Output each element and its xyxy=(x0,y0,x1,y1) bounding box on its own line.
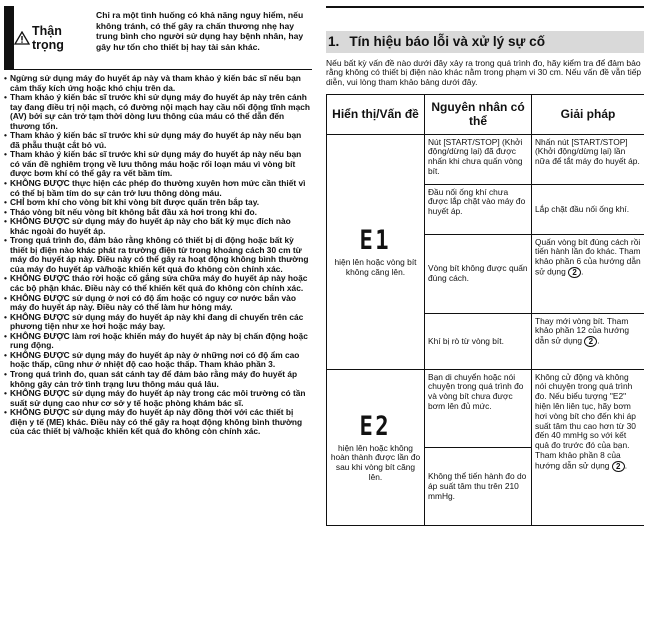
list-item: • Trong quá trình đo, đảm bảo rằng không có thiết bị di động hoặc bất kỳ thiết bị điện nào khác phát ra trường điện từ trong khoảng cách 30 cm từ máy đo huyết áp này. Điều này có thể gây ra hoạt động không bình thường của máy đo huyết áp và/hoặc khiến kết quả đo không còn chính xác. xyxy=(4,236,312,274)
display-label: hiện lên hoặc không hoàn thành được lần đo sau khi vòng bít căng lên. xyxy=(330,442,421,482)
right-column xyxy=(326,6,644,628)
cause-cell: Nút [START/STOP] (Khởi động/dừng lại) đã được nhấn khi chưa quấn vòng bít. xyxy=(425,134,532,184)
section-title: Tín hiệu báo lỗi và xử lý sự cố xyxy=(349,34,546,49)
warning-triangle-icon xyxy=(14,31,30,45)
caution-box xyxy=(4,6,312,70)
safety-bullet-list xyxy=(4,70,312,437)
header-solution: Giải pháp xyxy=(532,94,645,134)
cause-cell: Vòng bít không được quấn đúng cách. xyxy=(425,234,532,313)
cause-cell: Bạn di chuyển hoặc nói chuyện trong quá trình đo và vòng bít chưa được bơm lên đủ mức. xyxy=(425,369,532,447)
caution-heading xyxy=(14,6,92,69)
table-row xyxy=(327,369,645,447)
display-cell-e1 xyxy=(327,134,425,369)
solution-text: Không cử động và không nói chuyện trong quá trình đo. Nếu biểu tượng "E2" hiện lên liên tục, hãy bơm hơi vòng bít cho đến khi áp suất tâm thu cao hơn từ 30 đến 40 mmHg so với kết quả đo trước đó của bạn. Tham khảo phần 8 của hướng dẫn sử dụng xyxy=(535,371,636,471)
header-cause: Nguyên nhân có thể xyxy=(425,94,532,134)
list-item: • KHÔNG ĐƯỢC sử dụng máy đo huyết áp này ở những nơi có độ ẩm cao hoặc thấp, cũng như ở nhiệt độ cao hoặc thấp. Tham khảo phần 3. xyxy=(4,351,312,370)
list-item: • KHÔNG ĐƯỢC sử dụng máy đo huyết áp này đồng thời với các thiết bị điện y tế (ME) khác. Điều này có thể gây ra hoạt động không bình thường của các thiết bị và/hoặc khiến kết quả đo không còn chính xác. xyxy=(4,408,312,437)
list-item: • KHÔNG ĐƯỢC làm rơi hoặc khiến máy đo huyết áp này bị chấn động hoặc rung động. xyxy=(4,332,312,351)
solution-cell: Lắp chặt đầu nối ống khí. xyxy=(532,184,645,234)
section-number: 1. xyxy=(328,34,340,49)
list-item: • KHÔNG ĐƯỢC tháo rời hoặc cố gắng sửa chữa máy đo huyết áp này hoặc các bộ phận khác. Điều này có thể khiến kết quả đo không còn chính xác. xyxy=(4,274,312,293)
display-cell-e2 xyxy=(327,369,425,525)
list-item: • KHÔNG ĐƯỢC sử dụng máy đo huyết áp này trong các môi trường có tần suất sử dụng cao như cơ sở y tế hoặc phòng khám bác sĩ. xyxy=(4,389,312,408)
solution-text: Thay mới vòng bít. Tham khảo phần 12 của hướng dẫn sử dụng xyxy=(535,315,629,346)
troubleshooting-table xyxy=(326,94,644,526)
cause-cell: Đầu nối ống khí chưa được lắp chặt vào máy đo huyết áp. xyxy=(425,184,532,234)
manual-ref-badge: 2 xyxy=(612,461,625,472)
section-intro: Nếu bất kỳ vấn đề nào dưới đây xảy ra trong quá trình đo, hãy kiểm tra để đảm bảo rằng không có thiết bị điện nào khác nằm trong phạm vi 30 cm. Nếu vấn đề vẫn tiếp diễn, vui lòng tham khảo bảng dưới đây. xyxy=(326,57,642,87)
list-item: • KHÔNG ĐƯỢC sử dụng máy đo huyết áp này cho bất kỳ mục đích nào khác ngoài đo huyết áp. xyxy=(4,217,312,236)
top-divider xyxy=(326,6,644,8)
error-code-e1: E1 xyxy=(359,224,392,256)
table-header-row xyxy=(327,94,645,134)
section-heading xyxy=(326,31,644,53)
solution-cell: Không cử động và không nói chuyện trong quá trình đo. Nếu biểu tượng "E2" hiện lên liên tục, hãy bơm hơi vòng bít cho đến khi áp suất tâm thu cao hơn từ 30 đến 40 mmHg so với kết quả đo trước đó của bạn. Tham khảo phần 8 của hướng dẫn sử dụng 2 . xyxy=(532,369,645,525)
list-item: • Tháo vòng bít nếu vòng bít không bắt đầu xả hơi trong khi đo. xyxy=(4,208,312,218)
manual-ref-badge: 2 xyxy=(584,336,597,347)
solution-cell: Quấn vòng bít đúng cách rồi tiến hành lần đo khác. Tham khảo phần 6 của hướng dẫn sử dụng 2 . xyxy=(532,234,645,313)
list-item: • Trong quá trình đo, quan sát cánh tay để đảm bảo rằng máy đo huyết áp không gây cản trở tình trạng lưu thông máu quá lâu. xyxy=(4,370,312,389)
caution-label: Thận trọng xyxy=(32,23,64,52)
solution-cell: Nhấn nút [START/STOP] (Khởi động/dừng lại) lần nữa để tắt máy đo huyết áp. xyxy=(532,134,645,184)
display-label: hiện lên hoặc vòng bít không căng lên. xyxy=(334,256,417,277)
list-item: • Tham khảo ý kiến bác sĩ trước khi sử dụng máy đo huyết áp này nếu bạn đã phẫu thuật cắt bỏ vú. xyxy=(4,131,312,150)
list-item: • Tham khảo ý kiến bác sĩ trước khi sử dụng máy đo huyết áp này trên cánh tay đang điều trị nội mạch, có đường nội mạch hay cầu nối động tĩnh mạch (AV) bởi sự cản trở tạm thời dòng lưu thông của máu có thể dẫn đến thương tổn. xyxy=(4,93,312,131)
list-item: • KHÔNG ĐƯỢC thực hiện các phép đo thường xuyên hơn mức cần thiết vì có thể bị bầm tím do sự cản trở lưu thông dòng máu. xyxy=(4,179,312,198)
left-column xyxy=(4,6,312,628)
list-item: • KHÔNG ĐƯỢC sử dụng ở nơi có độ ẩm hoặc có nguy cơ nước bắn vào máy đo huyết áp này. Điều này có thể làm hư hỏng máy. xyxy=(4,294,312,313)
list-item: • KHÔNG ĐƯỢC sử dụng máy đo huyết áp này khi đang di chuyển trên các phương tiện như xe hơi hoặc máy bay. xyxy=(4,313,312,332)
list-item: • Tham khảo ý kiến bác sĩ trước khi sử dụng máy đo huyết áp này nếu bạn có vấn đề nghiêm trọng về lưu thông máu hoặc rối loạn máu vì vòng bít được bơm khí có thể gây ra vết bầm tím. xyxy=(4,150,312,179)
manual-ref-badge: 2 xyxy=(568,267,581,278)
header-display: Hiển thị/Vấn đề xyxy=(327,94,425,134)
list-item: • CHỈ bơm khí cho vòng bít khi vòng bít được quấn trên bắp tay. xyxy=(4,198,312,208)
cause-cell: Không thể tiến hành đo do áp suất tâm thu trên 210 mmHg. xyxy=(425,447,532,525)
caution-description: Chỉ ra một tình huống có khả năng nguy hiểm, nếu không tránh, có thể gây ra chấn thương nhẹ hay trung bình cho người sử dụng hay bệnh nhân, hay gây hư tổn cho thiết bị hay tài sản khác. xyxy=(96,10,304,52)
solution-cell: Thay mới vòng bít. Tham khảo phần 12 của hướng dẫn sử dụng 2 . xyxy=(532,313,645,369)
list-item: • Ngừng sử dụng máy đo huyết áp này và tham khảo ý kiến bác sĩ nếu bạn cảm thấy kích ứng hoặc khó chịu trên da. xyxy=(4,74,312,93)
table-row xyxy=(327,134,645,184)
error-code-e2: E2 xyxy=(359,410,392,442)
solution-text: Quấn vòng bít đúng cách rồi tiến hành lần đo khác. Tham khảo phần 6 của hướng dẫn sử dụng xyxy=(535,236,641,277)
caution-side-bar xyxy=(4,6,14,69)
cause-cell: Khí bị rò từ vòng bít. xyxy=(425,313,532,369)
